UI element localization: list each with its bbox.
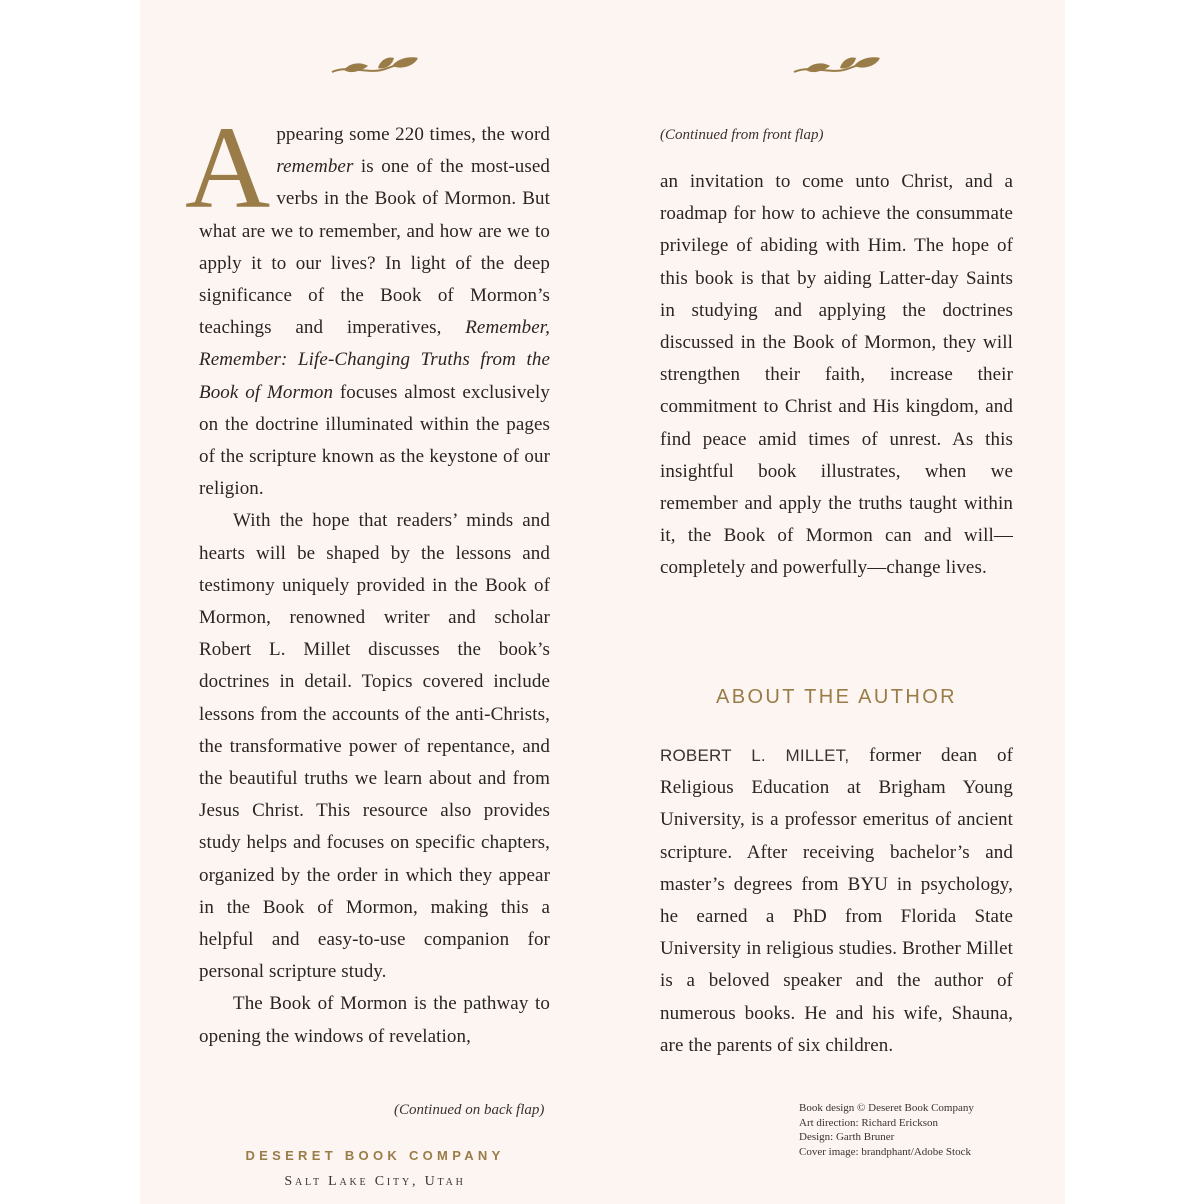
book-title: Remember, Remember: Life-Changing Truths from the Book of Mormon [199,317,550,403]
front-flap-paragraph-3: The Book of Mormon is the pathway to opening the windows of revelation, [199,993,550,1047]
leaf-vine-ornament-icon [330,52,420,82]
credit-line: Cover image: brandphant/Adobe Stock [799,1145,971,1158]
publisher-name: DESERET BOOK COMPANY [245,1148,505,1163]
continued-on-back-note: (Continued on back flap) [394,1102,545,1118]
author-bio: ROBERT L. MILLET, former dean of Religious Education at Brigham Young University, is a professor emeritus of ancient scripture. After receiving bachelor’s and master’s degrees from BYU in psychology, he earned a PhD from Florida State University in religious studies. Brother Millet is a beloved speaker and the author of numerous books. He and his wife, Shauna, are the parents of six children. [660,745,1013,1056]
drop-cap: A [185,102,271,233]
front-flap-paragraph-2: With the hope that readers’ minds and hearts will be shaped by the lessons and testimony uniquely provided in the Book of Mormon, renowned writer and scholar Robert L. Millet discusses the book’s doctrines in detail. Topics covered include lessons from the accounts of the anti-Christs, the transformative power of repentance, and the beautiful truths we learn about and from Jesus Christ. This resource also provides study helps and focuses on specific chapters, organized by the order in which they appear in the Book of Mormon, making this a helpful and easy-to-use companion for personal scripture study. [199,510,550,983]
front-flap-text [185,102,550,1053]
about-the-author-heading: ABOUT THE AUTHOR [715,686,958,708]
credit-line: Design: Garth Bruner [799,1131,895,1143]
front-flap-paragraph-1: Appearing some 220 times, the word remember is one of the most-used verbs in the Book of Mormon. But what are we to remember, and how are we to apply it to our lives? In light of the deep significance of the Book of Mormon’s teachings and imperatives, Remember, Remember: Life-Changing Truths from the Book of Mormon focuses almost exclusively on the doctrine illuminated within the pages of the scripture known as the keystone of our religion. [185,102,550,500]
design-credits [799,1101,974,1159]
back-flap-text [660,166,1013,585]
back-flap-paragraph: an invitation to come unto Christ, and a roadmap for how to achieve the consummate privilege of abiding with Him. The hope of this book is that by aiding Latter-day Saints in studying and applying the doctrines discussed in the Book of Mormon, they will strengthen their faith, increase their commitment to Christ and His kingdom, and find peace amid times of unrest. As this insightful book illustrates, when we remember and apply the truths taught within it, the Book of Mormon can and will—completely and powerfully—change lives. [660,171,1013,579]
author-name: ROBERT L. MILLET, [660,746,850,765]
publisher-city: Salt Lake City, Utah [284,1174,466,1189]
leaf-vine-ornament-icon [792,52,882,82]
credit-line: Book design © Deseret Book Company [799,1102,974,1114]
continued-from-front-note: (Continued from front flap) [660,127,824,143]
credit-line: Art direction: Richard Erickson [799,1116,938,1129]
